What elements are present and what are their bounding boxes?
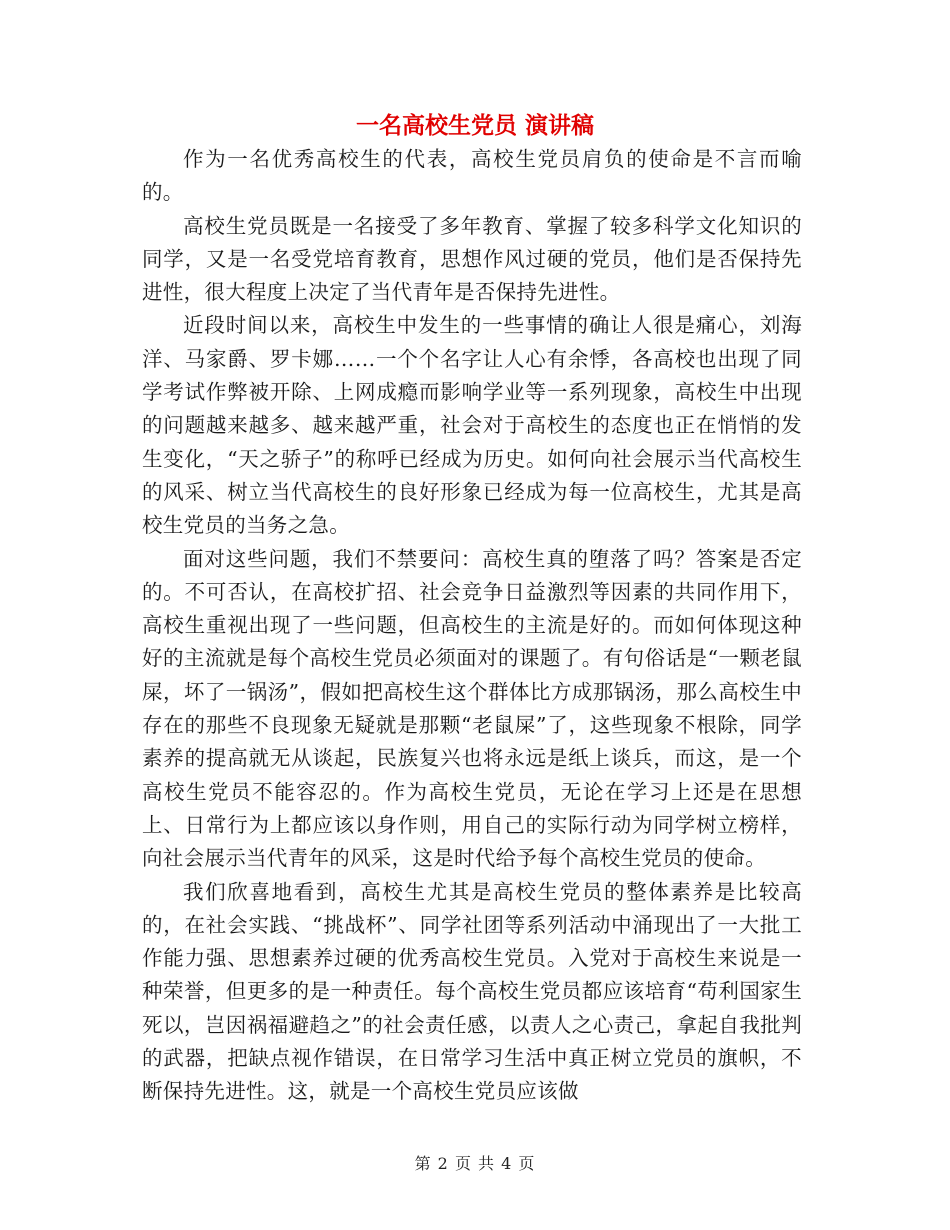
paragraph-3: 近段时间以来，高校生中发生的一些事情的确让人很是痛心，刘海洋、马家爵、罗卡娜……一个个名字让人心有余悸，各高校也出现了同学考试作弊被开除、上网成瘾而影响学业等一系列现象，高校生中出现的问题越来越多、越来越严重，社会对于高校生的态度也正在悄悄的发生变化，“天之骄子”的称呼已经成为历史。如何向社会展示当代高校生的风采、树立当代高校生的良好形象已经成为每一位高校生，尤其是高校生党员的当务之急。: [142, 313, 802, 538]
paragraph-2: 高校生党员既是一名接受了多年教育、掌握了较多科学文化知识的同学，又是一名受党培育教育，思想作风过硬的党员，他们是否保持先进性，很大程度上决定了当代青年是否保持先进性。: [142, 213, 802, 305]
paragraph-4: 面对这些问题，我们不禁要问：高校生真的堕落了吗？答案是否定的。不可否认，在高校扩招、社会竞争日益激烈等因素的共同作用下，高校生重视出现了一些问题，但高校生的主流是好的。而如何体现这种好的主流就是每个高校生党员必须面对的课题了。有句俗话是“一颗老鼠屎，坏了一锅汤”，假如把高校生这个群体比方成那锅汤，那么高校生中存在的那些不良现象无疑就是那颗“老鼠屎”了，这些现象不根除，同学素养的提高就无从谈起，民族复兴也将永远是纸上谈兵，而这，是一个高校生党员不能容忍的。作为高校生党员，无论在学习上还是在思想上、日常行为上都应该以身作则，用自己的实际行动为同学树立榜样，向社会展示当代青年的风采，这是时代给予每个高校生党员的使命。: [142, 546, 802, 871]
page-number-footer: 第 2 页 共 4 页: [414, 1154, 536, 1173]
document-body: [142, 143, 802, 1109]
document-title: 一名高校生党员 演讲稿: [355, 113, 594, 139]
paragraph-1: 作为一名优秀高校生的代表，高校生党员肩负的使命是不言而喻的。: [142, 147, 802, 205]
paragraph-5: 我们欣喜地看到，高校生尤其是高校生党员的整体素养是比较高的，在社会实践、“挑战杯”、同学社团等系列活动中涌现出了一大批工作能力强、思想素养过硬的优秀高校生党员。入党对于高校生来说是一种荣誉，但更多的是一种责任。每个高校生党员都应该培育“苟利国家生死以，岂因祸福避趋之”的社会责任感，以责人之心责己，拿起自我批判的武器，把缺点视作错误，在日常学习生活中真正树立党员的旗帜，不断保持先进性。这，就是一个高校生党员应该做: [142, 879, 802, 1104]
